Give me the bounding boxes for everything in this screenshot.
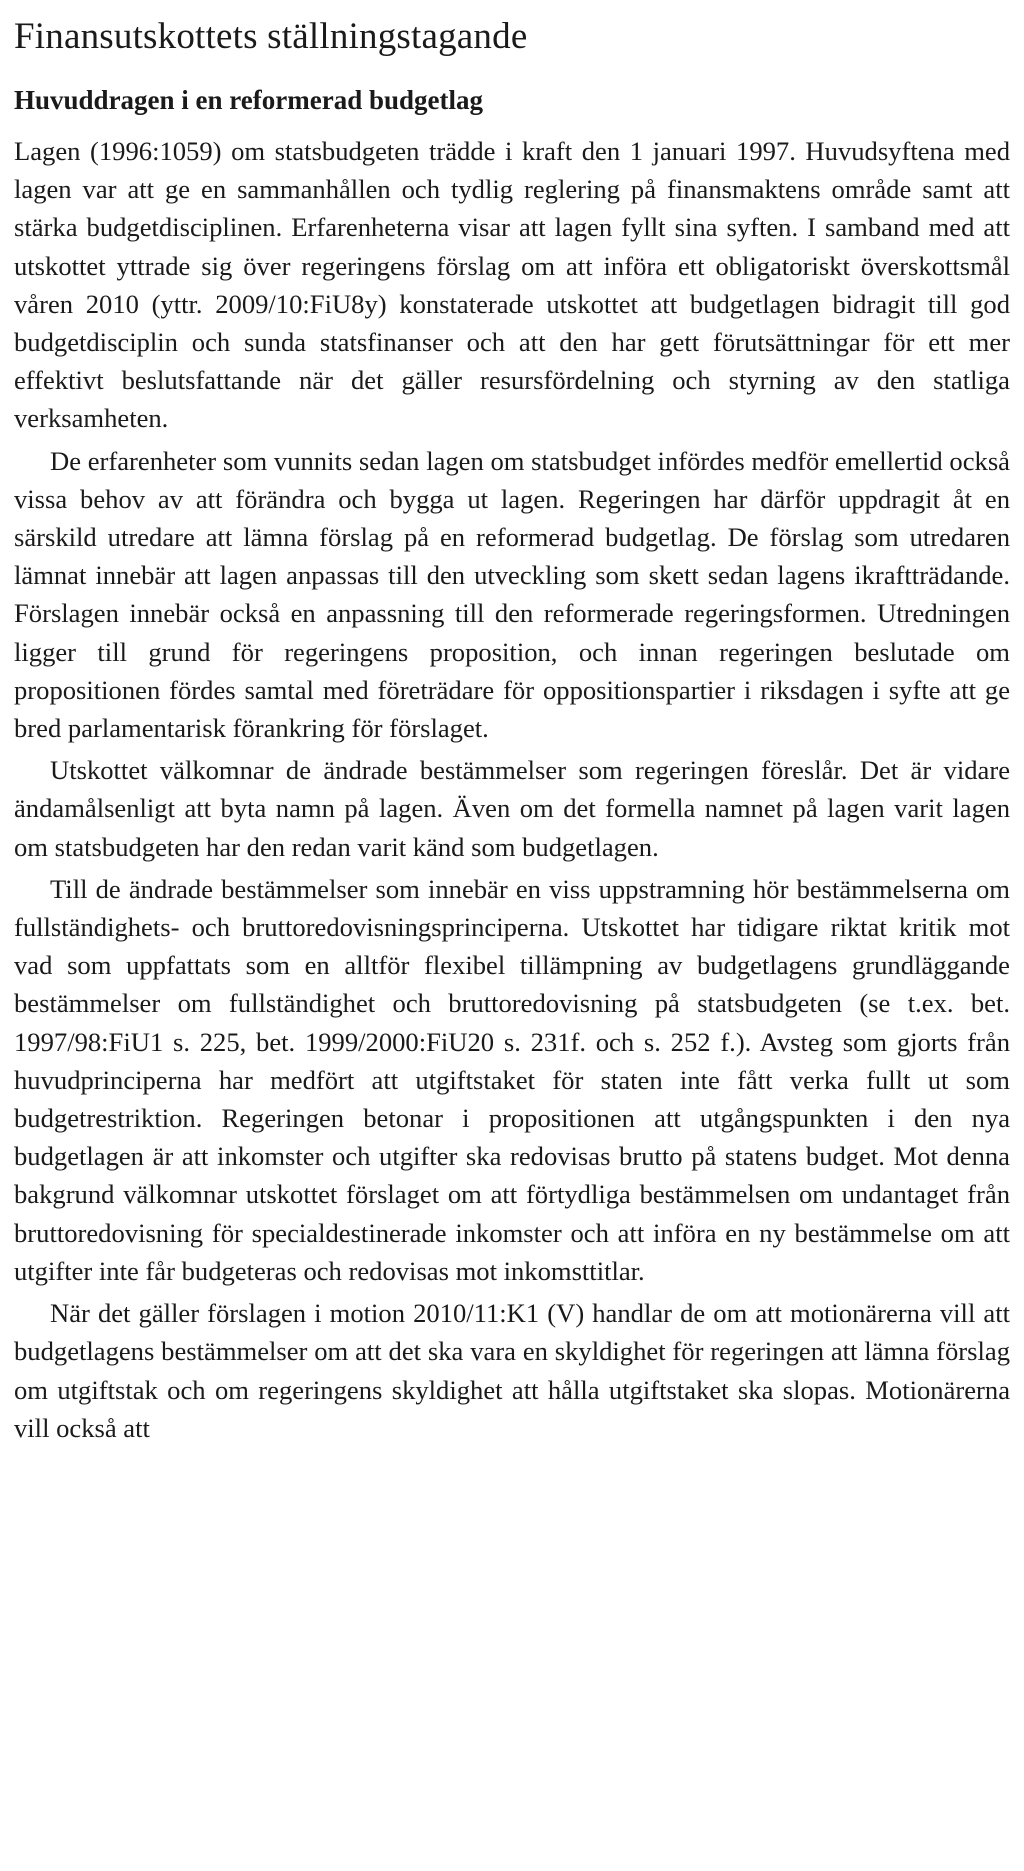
body-text <box>14 132 1010 1447</box>
document-page <box>14 0 1010 1447</box>
paragraph-5: När det gäller förslagen i motion 2010/11:K1 (V) handlar de om att motionärerna vill att budgetlagens bestämmelser om att det ska vara en skyldighet för regeringen att lämna förslag om utgiftstak och om regeringens skyldighet att hålla utgiftstaket ska slopas. Motionärerna vill också att <box>14 1298 1010 1443</box>
paragraph-4: Till de ändrade bestämmelser som innebär en viss uppstramning hör bestämmelserna om fullständighets- och bruttoredovisningsprinciperna. Utskottet har tidigare riktat kritik mot vad som uppfattats som en alltför flexibel tillämpning av budgetlagens grundläggande bestämmelser om fullständighet och bruttoredovisning på statsbudgeten (se t.ex. bet. 1997/98:FiU1 s. 225, bet. 1999/2000:FiU20 s. 231f. och s. 252 f.). Avsteg som gjorts från huvudprinciperna har medfört att utgiftstaket för staten inte fått verka fullt ut som budgetrestriktion. Regeringen betonar i propositionen att utgångspunkten i den nya budgetlagen är att inkomster och utgifter ska redovisas brutto på statens budget. Mot denna bakgrund välkomnar utskottet förslaget om att förtydliga bestämmelsen om undantaget från bruttoredovisning för specialdestinerade inkomster och att införa en ny bestämmelse om att utgifter inte får budgeteras och redovisas mot inkomsttitlar. <box>14 873 1010 1286</box>
subsection-heading: Huvuddragen i en reformerad budgetlag <box>14 85 484 115</box>
paragraph-3: Utskottet välkomnar de ändrade bestämmelser som regeringen föreslår. Det är vidare ändamålsenligt att byta namn på lagen. Även om det formella namnet på lagen varit lagen om statsbudgeten har den redan varit känd som budgetlagen. <box>14 755 1010 862</box>
section-heading: Finansutskottets ställningstagande <box>14 16 528 57</box>
paragraph-2: De erfarenheter som vunnits sedan lagen om statsbudget infördes medför emellertid också vissa behov av att förändra och bygga ut lagen. Regeringen har därför uppdragit åt en särskild utredare att lämna förslag på en reformerad budgetlag. De förslag som utredaren lämnat innebär att lagen anpassas till den utveckling som skett sedan lagens ikraftträdande. Förslagen innebär också en anpassning till den reformerade regeringsformen. Utredningen ligger till grund för regeringens proposition, och innan regeringen beslutade om propositionen fördes samtal med företrädare för oppositionspartier i riksdagen i syfte att ge bred parlamentarisk förankring för förslaget. <box>14 445 1010 744</box>
paragraph-1: Lagen (1996:1059) om statsbudgeten trädde i kraft den 1 januari 1997. Huvudsyftena med lagen var att ge en sammanhållen och tydlig reglering på finansmaktens område samt att stärka budgetdisciplinen. Erfarenheterna visar att lagen fyllt sina syften. I samband med att utskottet yttrade sig över regeringens förslag om att införa ett obligatoriskt överskottsmål våren 2010 (yttr. 2009/10:FiU8y) konstaterade utskottet att budgetlagen bidragit till god budgetdisciplin och sunda statsfinanser och att den har gett förutsättningar för ett mer effektivt beslutsfattande när det gäller resursfördelning och styrning av den statliga verksamheten. <box>14 136 1010 434</box>
